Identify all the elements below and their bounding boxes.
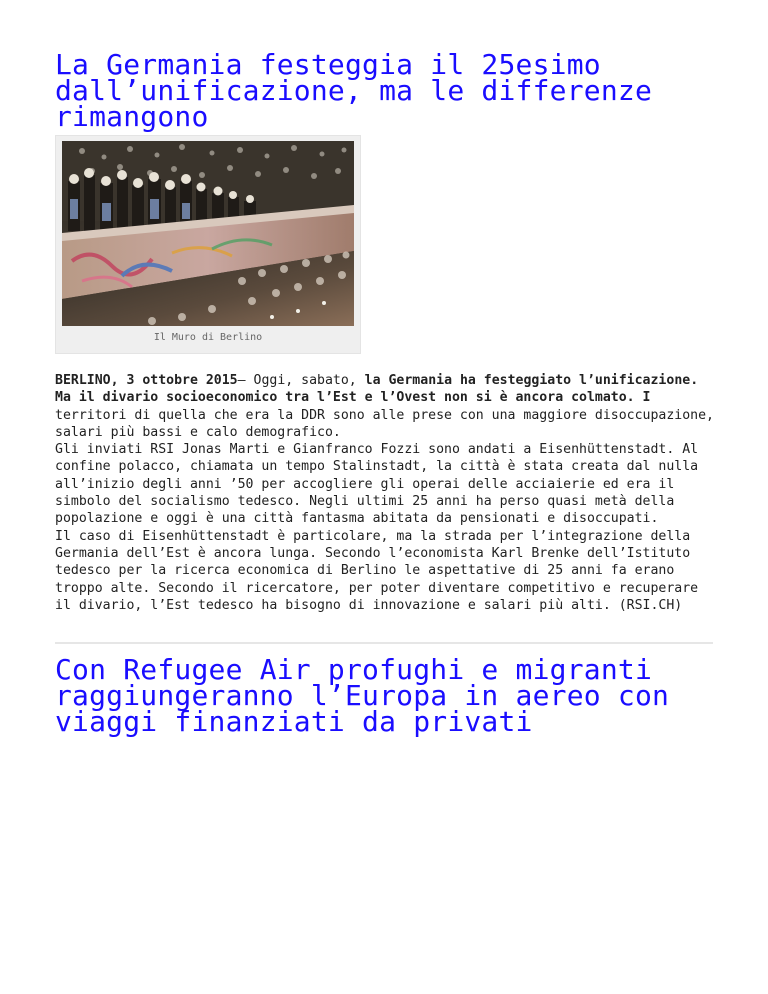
article-page: [55, 48, 715, 739]
lead-rest: territori di quella che era la DDR sono alle prese con una maggiore disoccupazione, salari più bassi e calo demografico.: [55, 407, 714, 440]
next-article-title-link[interactable]: Con Refugee Air profughi e migranti raggiungeranno l’Europa in aereo con viaggi finanziati da privati: [55, 653, 670, 739]
image-caption: Il Muro di Berlino: [153, 332, 263, 343]
lead-bold-statement: la Germania ha festeggiato l’unificazione. Ma il divario socioeconomico tra l’Est e l’Ovest non si è ancora colmato. I: [55, 373, 699, 406]
lead-intro: – Oggi, sabato,: [237, 373, 365, 388]
next-article-title[interactable]: [55, 653, 715, 739]
dateline: BERLINO, 3 ottobre 2015: [55, 373, 238, 388]
article-title[interactable]: [55, 48, 715, 133]
article-divider: [55, 642, 713, 644]
lead-paragraph: [55, 372, 715, 441]
berlin-wall-photo: [62, 141, 354, 326]
paragraph-2: Gli inviati RSI Jonas Marti e Gianfranco Fozzi sono andati a Eisenhüttenstadt. Al confine polacco, chiamata un tempo Stalinstadt, la città è stata creata dal nulla all’inizio degli anni ’50 per accogliere gli operai delle acciaierie ed era il simbolo del socialismo tedesco. Negli ultimi 25 anni ha perso quasi metà della popolazione e oggi è una città fantasma abitata da pensionati e disoccupati.: [55, 442, 699, 527]
article-body: [55, 372, 715, 614]
article-title-link[interactable]: La Germania festeggia il 25esimo dall’unificazione, ma le differenze rimangono: [55, 48, 653, 133]
paragraph-3: Il caso di Eisenhüttenstadt è particolare, ma la strada per l’integrazione della Germania dell’Est è ancora lunga. Secondo l’economista Karl Brenke dell’Istituto tedesco per la ricerca economica di Berlino le aspettative di 25 anni fa erano troppo alte. Secondo il ricercatore, per poter diventare competitivo e recuperare il divario, l’Est tedesco ha bisogno di innovazione e salari più alti. (RSI.CH): [55, 528, 699, 613]
article-figure: [55, 135, 361, 354]
